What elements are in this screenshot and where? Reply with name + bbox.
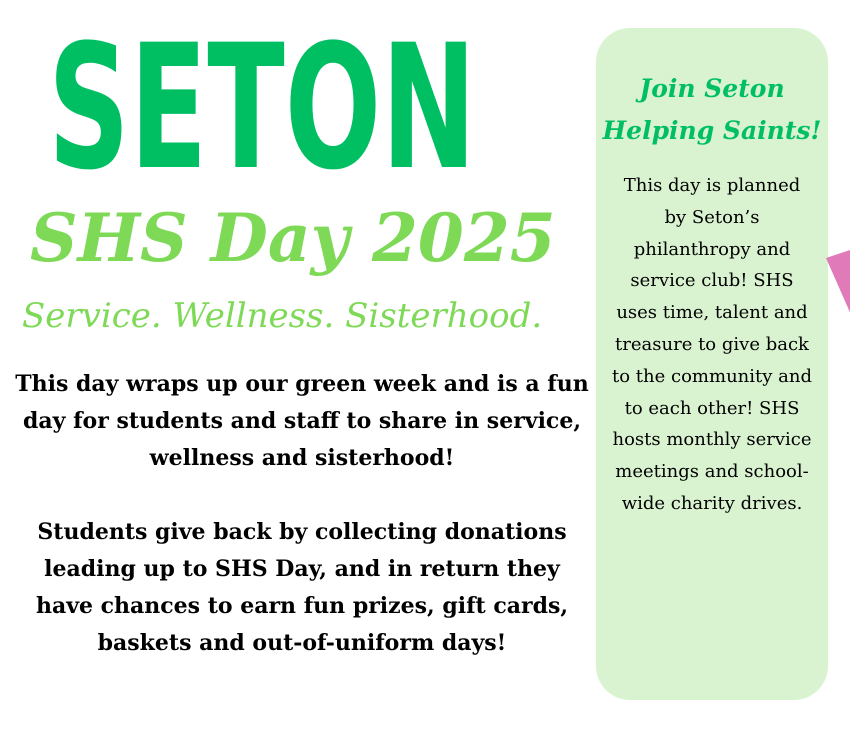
intro-paragraph: This day wraps up our green week and is a fun day for students and staff to share in service, wellness and sisterhood!: [15, 371, 589, 471]
card-heading-line-1: Join Seton: [639, 74, 785, 103]
decorative-pink-shape: [826, 248, 850, 326]
card-heading-line-2: Helping Saints!: [602, 116, 822, 145]
donations-paragraph: Students give back by collecting donations leading up to SHS Day, and in return they have chances to earn fun prizes, gift cards, baskets and out-of-uniform days!: [35, 519, 569, 656]
card-heading: [596, 68, 828, 152]
card-body-text: This day is planned by Seton’s philanthropy and service club! SHS uses time, talent and treasure to give back to the community and to each other! SHS hosts monthly service meetings and school-wide charity drives.: [612, 175, 812, 514]
flyer-tagline: Service. Wellness. Sisterhood.: [22, 296, 543, 336]
flyer-subtitle: SHS Day 2025: [30, 199, 556, 277]
flyer-title: SETON: [48, 7, 477, 208]
side-info-card: [596, 28, 828, 700]
